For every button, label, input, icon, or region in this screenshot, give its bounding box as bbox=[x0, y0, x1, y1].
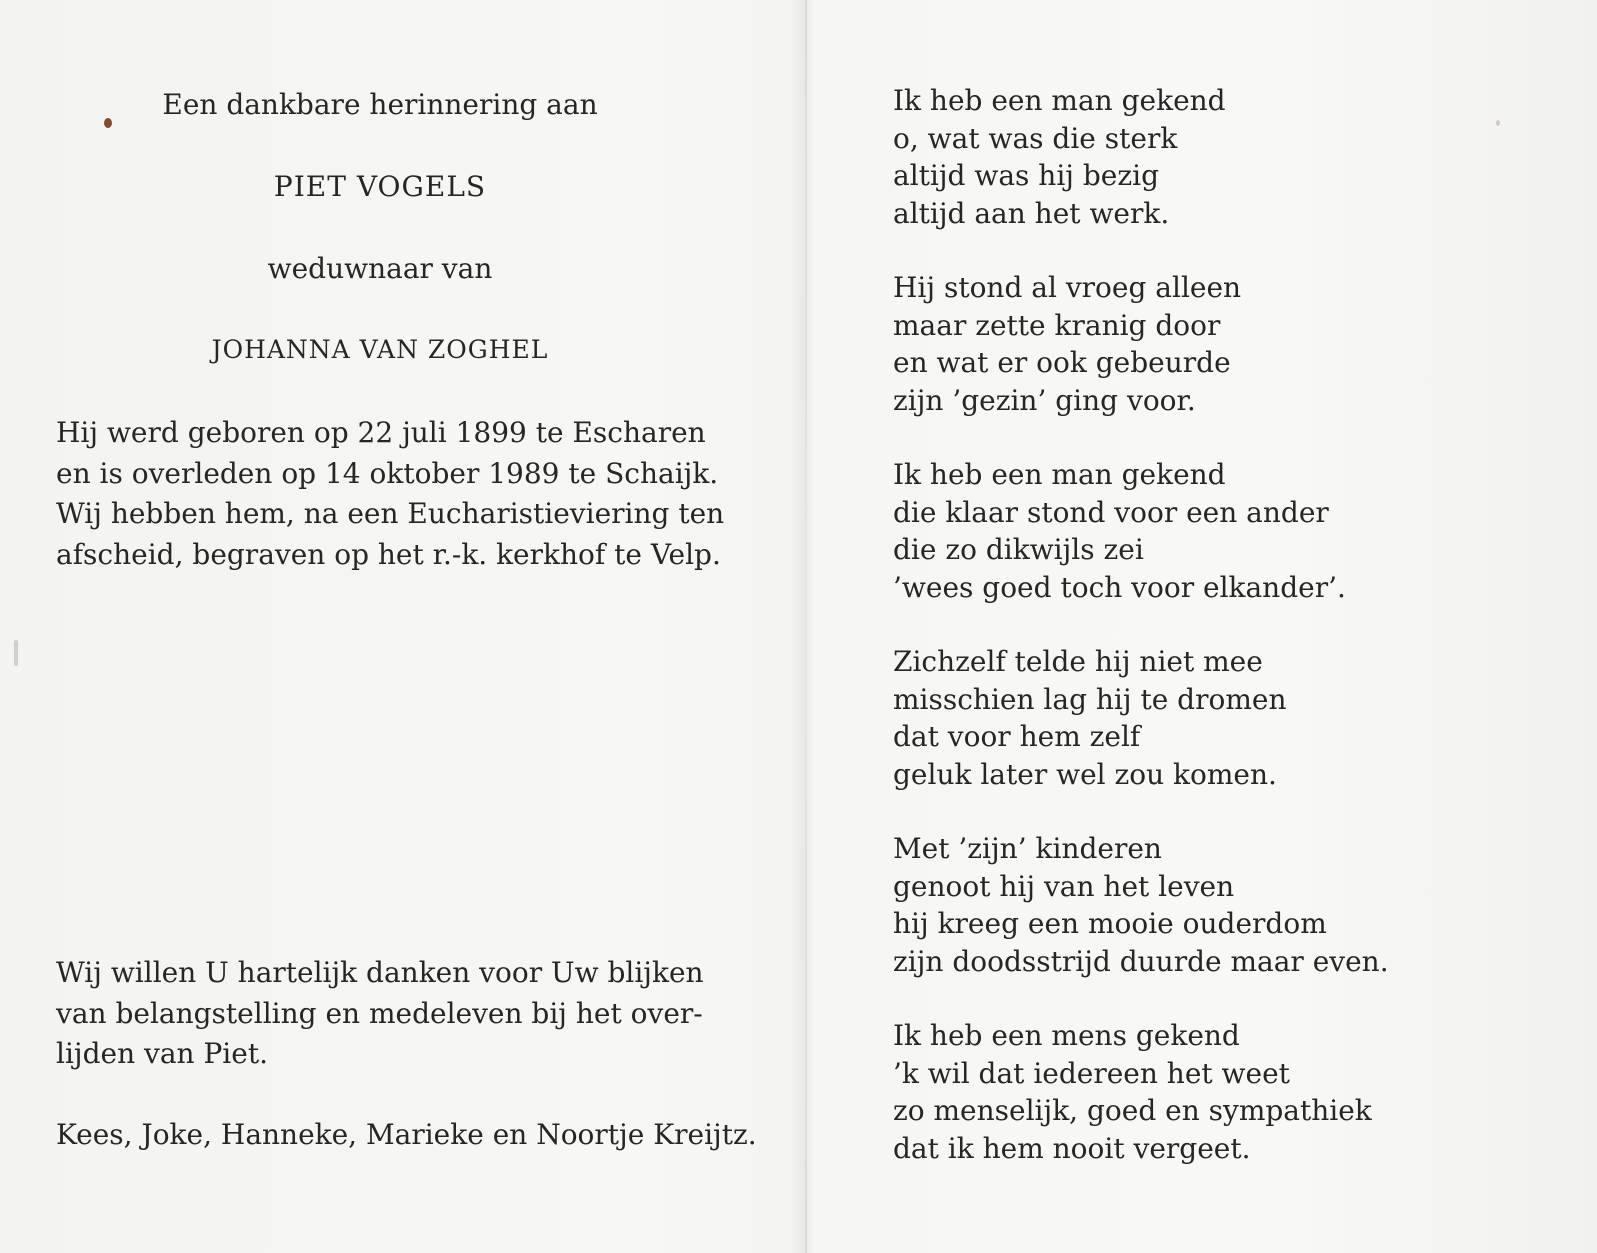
poem-stanza bbox=[893, 1017, 1389, 1167]
poem-line: zijn doodsstrijd duurde maar even. bbox=[893, 944, 1389, 978]
poem-line: geluk later wel zou komen. bbox=[893, 757, 1277, 791]
poem-line: Ik heb een man gekend bbox=[893, 84, 1226, 117]
right-page bbox=[806, 0, 1597, 1253]
thanks-paragraph bbox=[56, 953, 706, 1075]
poem-line: hij kreeg een mooie ouderdom bbox=[893, 907, 1327, 940]
poem-line: en wat er ook gebeurde bbox=[893, 346, 1231, 379]
intro-text: Een dankbare herinnering aan bbox=[162, 88, 598, 121]
poem-line: maar zette kranig door bbox=[893, 308, 1221, 342]
relation-text: weduwnaar van bbox=[267, 252, 493, 285]
poem-line: dat voor hem zelf bbox=[893, 720, 1141, 753]
biography-line: Wij hebben hem, na een Eucharistieviering ten bbox=[56, 497, 725, 530]
thanks-line: van belangstelling en medeleven bij het over- bbox=[56, 996, 703, 1030]
poem-line: Ik heb een man gekend bbox=[893, 458, 1226, 491]
poem-stanza bbox=[893, 456, 1389, 606]
deceased-name: PIET VOGELS bbox=[273, 170, 487, 203]
poem-stanza bbox=[893, 643, 1389, 793]
poem-stanza bbox=[893, 269, 1389, 419]
poem-line: genoot hij van het leven bbox=[893, 869, 1235, 903]
thanks-line: lijden van Piet. bbox=[56, 1037, 268, 1070]
poem-line: ’k wil dat iedereen het weet bbox=[893, 1056, 1290, 1090]
biography-line: en is overleden op 14 oktober 1989 te Schaijk. bbox=[56, 456, 719, 490]
poem-line: zijn ’gezin’ ging voor. bbox=[893, 383, 1196, 417]
poem-line: altijd was hij bezig bbox=[893, 159, 1159, 192]
poem-line: o, wat was die sterk bbox=[893, 121, 1178, 155]
poem-line: zo menselijk, goed en sympathiek bbox=[893, 1094, 1372, 1127]
poem-line: Hij stond al vroeg alleen bbox=[893, 271, 1242, 304]
biography-paragraph bbox=[56, 413, 725, 575]
poem bbox=[893, 82, 1389, 1204]
spouse-name: JOHANNA VAN ZOGHEL bbox=[211, 335, 549, 364]
poem-stanza bbox=[893, 830, 1389, 980]
biography-line: afscheid, begraven op het r.-k. kerkhof te Velp. bbox=[56, 537, 721, 571]
poem-line: Met ’zijn’ kinderen bbox=[893, 832, 1162, 865]
poem-line: Zichzelf telde hij niet mee bbox=[893, 645, 1263, 678]
poem-line: ’wees goed toch voor elkander’. bbox=[893, 570, 1346, 604]
poem-line: dat ik hem nooit vergeet. bbox=[893, 1131, 1251, 1165]
poem-line: Ik heb een mens gekend bbox=[893, 1019, 1240, 1052]
family-signoff: Kees, Joke, Hanneke, Marieke en Noortje Kreijtz. bbox=[56, 1118, 757, 1151]
poem-line: die klaar stond voor een ander bbox=[893, 495, 1329, 529]
poem-line: die zo dikwijls zei bbox=[893, 533, 1144, 566]
thanks-line: Wij willen U hartelijk danken voor Uw blijken bbox=[56, 956, 704, 989]
poem-stanza bbox=[893, 82, 1389, 232]
poem-line: misschien lag hij te dromen bbox=[893, 682, 1287, 716]
biography-line: Hij werd geboren op 22 juli 1899 te Escharen bbox=[56, 416, 706, 449]
poem-line: altijd aan het werk. bbox=[893, 196, 1170, 230]
